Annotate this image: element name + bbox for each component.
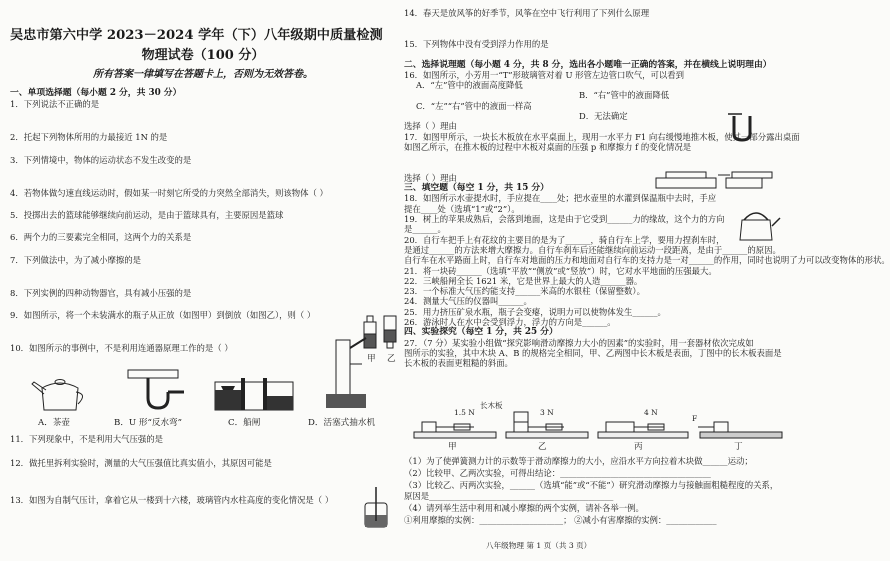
question-line: （4）请列举生活中利用和减小摩擦的两个实例，请补各举一例。: [404, 503, 644, 514]
q27-label-jia: 甲: [448, 442, 457, 452]
question-line: 1．下列说法不正确的是: [10, 99, 100, 110]
q17-board-figure: [656, 170, 776, 192]
right-column: [404, 0, 890, 561]
q16-u-tube-figure: [726, 112, 766, 144]
question-line: （1）为了使弹簧测力计的示数等于滑动摩擦力的大小，应沿水平方向拉着木块做______运动；: [404, 456, 753, 466]
question-line: 是通过______的方法来增大摩擦力。自行车刹车后还能继续向前运动一段距离，是由于______的原因。: [404, 244, 781, 255]
question-line: 27．（7 分）某实验小组做“探究影响滑动摩擦力大小的因素”的实验时，用一套器材依次完成如: [404, 337, 754, 348]
q27-board-label: 长木板: [480, 401, 503, 410]
q9-label-jia: 甲: [367, 354, 376, 364]
q10-pump-figure: [322, 334, 372, 414]
question-line: 20．自行车把手上有花纹的主要目的是为了______，骑自行车上学，要用力捏刹车时，: [404, 234, 725, 245]
question-line: （3）比较乙、丙两次实验，______（选填“能”或“不能”）研究滑动摩擦力与接触面粗糙程度的关系，: [404, 479, 779, 490]
question-line: 6．两个力的三要素完全相同，这两个力的关系是: [10, 232, 192, 243]
question-line: 21．将一块砖______（选填“平放”“侧放”或“竖放”）时，它对水平地面的压强最大。: [404, 265, 717, 276]
question-line: 10．如图所示的事例中，不是利用连通器原理工作的是（ ）: [10, 343, 233, 354]
question-line: 如图乙所示，在推木板的过程中木板对桌面的压强 p 和摩擦力 f 的变化情况是: [404, 141, 692, 152]
question-line: ①利用摩擦的实例：____________________； ②减小有害摩擦的实例：____________: [404, 515, 717, 525]
question-line: 选择（ ）理由: [404, 172, 457, 183]
exam-notice: 所有答案一律填写在答题卡上，否则为无效答卷。: [93, 69, 313, 80]
question-line: 4．若物体做匀速直线运动时，假如某一时刻它所受的力突然全部消失，则该物体（ ）: [10, 187, 328, 198]
question-line: 13．如图为自制气压计，拿着它从一楼到十六楼，玻璃管内水柱高度的变化情况是（ ）: [10, 495, 334, 505]
question-line: 22．三峡船闸全长 1621 米，它是世界上最大的人造______器。: [404, 275, 643, 286]
q9-label-yi: 乙: [387, 354, 396, 364]
q10-teapot-figure: [30, 370, 90, 415]
question-line: C．“左”“右”管中的液面一样高: [416, 100, 532, 111]
page-footer: 八年级物理 第 1 页（共 3 页）: [486, 541, 592, 550]
section-heading: 三、填空题（每空 1 分，共 15 分）: [404, 183, 549, 194]
question-line: 7．下列做法中，为了减小摩擦的是: [10, 254, 141, 265]
question-line: 3．下列情境中，物体的运动状态不发生改变的是: [10, 154, 192, 165]
exam-subtitle: 物理试卷（100 分）: [141, 48, 265, 63]
section-heading: 二、选择说理题（每小题 4 分，共 8 分，选出各小题唯一正确的答案，并在横线上说明理由）: [404, 59, 772, 70]
question-line: 17．如图甲所示，一块长木板放在水平桌面上，现用一水平力 F1 向右缓慢地推木板，使其一部分露出桌面: [404, 131, 800, 142]
question-line: 19．树上的苹果成熟后，会落到地面，这是由于它受到______力的缘故，这个力的方向: [404, 214, 725, 224]
question-line: 长木板的表面更粗糙的斜面。: [404, 358, 513, 369]
question-line: 提在____处（选填“1”或“2”）。: [404, 203, 520, 214]
question-line: 是______。: [404, 224, 446, 235]
q10-option-a: A．茶壶: [38, 418, 70, 428]
exp-ding: [698, 422, 782, 438]
q27-force-yi: 3 N: [540, 408, 554, 417]
q10-option-d: D．活塞式抽水机: [308, 418, 376, 428]
q10-u-trap-figure: [118, 368, 188, 416]
question-line: 18．如图所示水壶提水时，手应提在____处；把水壶里的水灌到保温瓶中去时，手应: [404, 193, 717, 204]
bottle-inverted: [384, 316, 396, 348]
question-line: 12．做托里拆利实验时，测量的大气压强值比真实值小，其原因可能是: [10, 458, 272, 469]
question-line: A．“左”管中的液面高度降低: [416, 80, 523, 91]
section-heading: 四、实验探究（每空 1 分，共 25 分）: [404, 327, 558, 338]
q27-force-ding: F: [692, 414, 698, 423]
question-line: （2）比较甲、乙两次实验，可得出结论：____________________________________: [404, 467, 711, 478]
left-column: [10, 0, 396, 561]
question-line: 选择（ ）理由: [404, 121, 457, 132]
question-line: 23．一个标准大气压约能支持______米高的水银柱（保留整数）。: [404, 286, 645, 297]
question-line: 9．如图所示，将一个未装满水的瓶子从正放（如图甲）到倒放（如图乙），则（ ）: [10, 310, 316, 320]
question-line: 15．下列物体中没有受到浮力作用的是: [404, 38, 549, 49]
q27-force-bing: 4 N: [644, 408, 658, 417]
q13-barometer-figure: [362, 485, 392, 530]
question-line: 16．如图所示，小芳用一“T”形玻璃管对着 U 形管左边管口吹气，可以看到: [404, 69, 685, 80]
question-line: 5．投掷出去的篮球能够继续向前运动，是由于篮球具有，主要原因是篮球: [10, 210, 284, 221]
q27-label-bing: 丙: [634, 442, 643, 452]
section-heading: 一、单项选择题（每小题 2 分，共 30 分）: [10, 88, 182, 98]
question-line: 原因是____________________________________________: [404, 491, 614, 502]
question-line: 2．托起下列物体所用的力最接近 1N 的是: [10, 132, 168, 143]
question-line: 24．测量大气压的仪器叫______。: [404, 296, 532, 307]
q27-label-yi: 乙: [538, 442, 547, 452]
q27-force-jia: 1.5 N: [454, 408, 475, 417]
question-line: 14．春天是放风筝的好季节，风筝在空中飞行利用了下列什么原理: [404, 8, 650, 18]
question-line: 8．下列实例的四种动物器官，具有减小压强的是: [10, 287, 192, 298]
q10-option-b: B．U 形“反水弯”: [114, 418, 183, 428]
q10-option-c: C．船闸: [228, 418, 261, 428]
q18-kettle-figure: [734, 206, 780, 244]
exp-jia: [414, 422, 496, 438]
question-line: 26．游泳时人在水中会受到浮力，浮力的方向是______。: [404, 317, 616, 327]
question-line: B．“右”管中的液面降低: [579, 90, 670, 101]
q10-ship-lock-figure: [215, 372, 293, 414]
question-line: 图所示的实验，其中木块 A、B 的规格完全相同，甲、乙两图中长木板是表面，丁图中的长木板表面是: [404, 347, 782, 358]
question-line: 11．下列现象中，不是利用大气压强的是: [10, 434, 164, 444]
exp-bing: [598, 422, 688, 438]
question-line: 自行车在水平路面上时，自行车对地面的压力和地面对自行车的支持力是一对______的作用，同时也说明了力可以改变物体的形状。: [404, 255, 890, 266]
question-line: 25．用力挤压矿泉水瓶，瓶子会变瘪，说明力可以使物体发生______。: [404, 306, 666, 317]
question-line: D．无法确定: [579, 111, 628, 121]
exam-title: 吴忠市第六中学 2023－2024 学年（下）八年级期中质量检测: [10, 28, 383, 43]
q27-label-ding: 丁: [734, 442, 743, 452]
